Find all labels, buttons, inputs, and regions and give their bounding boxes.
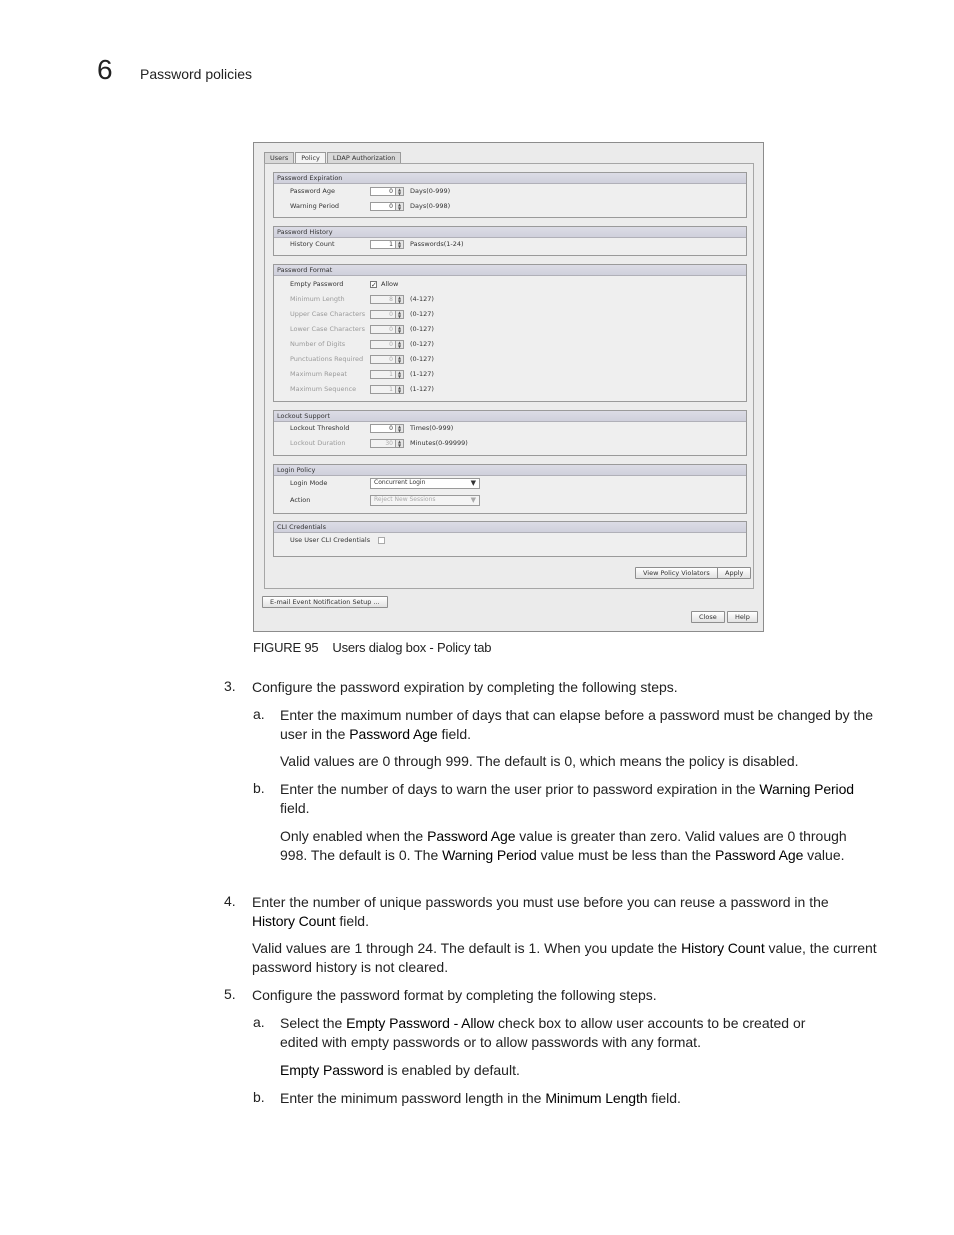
email-notification-setup-button[interactable]: E-mail Event Notification Setup ...: [262, 596, 388, 608]
lockout-threshold-spinner[interactable]: 0 ▲ ▼: [370, 424, 404, 433]
figure-number: FIGURE 95: [253, 640, 319, 655]
substep-text: Enter the number of days to warn the user prior to password expiration in the Warning Period field.: [280, 781, 854, 816]
range-hint: Minutes(0-99999): [410, 439, 468, 447]
history-count-spinner[interactable]: 1 ▲ ▼: [370, 240, 404, 249]
range-hint: (1-127): [410, 385, 434, 393]
password-history-group: [273, 226, 747, 256]
format-row: [290, 294, 434, 304]
password-age-spinner[interactable]: 0 ▲ ▼: [370, 187, 404, 196]
field-label: Action: [290, 496, 311, 504]
chevron-down-icon: ▼: [470, 479, 476, 487]
note-text: Empty Password is enabled by default.: [280, 1062, 520, 1078]
format-row: [290, 384, 434, 394]
group-title: Password Format: [274, 265, 746, 276]
use-cli-credentials-checkbox[interactable]: [378, 537, 385, 544]
field-label: Lockout Duration: [290, 439, 346, 447]
help-button[interactable]: Help: [727, 611, 758, 623]
lockout-duration-spinner[interactable]: 30 ▲ ▼: [370, 439, 404, 448]
format-row: [290, 309, 434, 319]
lockout-duration-row: [290, 438, 468, 448]
substep-text: Select the Empty Password - Allow check box to allow user accounts to be created or edited with empty passwords or to allow passwords with any format.: [280, 1015, 806, 1050]
cli-credentials-group: [273, 521, 747, 557]
field-label: Maximum Sequence: [290, 385, 357, 393]
empty-password-allow-checkbox[interactable]: ✓: [371, 280, 377, 289]
field-label: Empty Password: [290, 280, 344, 288]
maximum-sequence-spinner[interactable]: 1 ▲ ▼: [370, 385, 404, 394]
users-dialog: [253, 142, 764, 632]
apply-button[interactable]: Apply: [717, 567, 751, 579]
login-mode-row: [290, 478, 480, 488]
field-label: Lockout Threshold: [290, 424, 350, 432]
field-label: Punctuations Required: [290, 355, 364, 363]
password-age-row: [290, 186, 450, 196]
format-row: [290, 339, 434, 349]
group-title: Password History: [274, 227, 746, 238]
close-button[interactable]: Close: [691, 611, 725, 623]
empty-password-row: [290, 279, 398, 289]
range-hint: Days(0-999): [410, 187, 451, 195]
policy-panel: [264, 163, 754, 589]
field-label: Maximum Repeat: [290, 370, 347, 378]
step-number: 3.: [224, 678, 236, 694]
substep-letter: b.: [253, 1089, 265, 1105]
substep-letter: a.: [253, 706, 265, 722]
range-hint: (4-127): [410, 295, 434, 303]
maximum-repeat-spinner[interactable]: 1 ▲ ▼: [370, 370, 404, 379]
allow-label: Allow: [381, 280, 399, 288]
login-mode-select[interactable]: Concurrent Login ▼: [370, 478, 480, 489]
lower-case-spinner[interactable]: 0 ▲ ▼: [370, 325, 404, 334]
range-hint: Passwords(1-24): [410, 240, 464, 248]
minimum-length-spinner[interactable]: 8 ▲ ▼: [370, 295, 404, 304]
warning-period-spinner[interactable]: 0 ▲ ▼: [370, 202, 404, 211]
group-title: Password Expiration: [274, 173, 746, 184]
field-label: Password Age: [290, 187, 335, 195]
tab-users[interactable]: Users: [264, 152, 294, 163]
action-row: [290, 495, 480, 505]
substep-text: Enter the maximum number of days that can elapse before a password must be changed by the user in the Password Age field.: [280, 707, 873, 742]
substep-letter: b.: [253, 780, 265, 796]
substep-text: Enter the minimum password length in the Minimum Length field.: [280, 1090, 681, 1106]
field-label: Lower Case Characters: [290, 325, 365, 333]
chapter-number: 6: [97, 54, 113, 85]
figure-title: Users dialog box - Policy tab: [332, 640, 492, 655]
range-hint: (0-127): [410, 310, 434, 318]
chapter-title: Password policies: [140, 66, 253, 82]
range-hint: (1-127): [410, 370, 434, 378]
lockout-support-group: [273, 410, 747, 456]
field-label: Upper Case Characters: [290, 310, 366, 318]
tab-bar: [264, 152, 402, 163]
tab-ldap-authorization[interactable]: LDAP Authorization: [327, 152, 401, 163]
format-row: [290, 324, 434, 334]
format-row: [290, 369, 434, 379]
range-hint: Days(0-998): [410, 202, 451, 210]
lockout-threshold-row: [290, 423, 453, 433]
note-text: Valid values are 1 through 24. The default is 1. When you update the History Count value, the current password history is not cleared.: [252, 940, 877, 975]
field-label: Login Mode: [290, 479, 328, 487]
range-hint: (0-127): [410, 325, 434, 333]
step-number: 4.: [224, 893, 236, 909]
action-select[interactable]: Reject New Sessions ▼: [370, 495, 480, 506]
step-text: Configure the password expiration by completing the following steps.: [252, 679, 678, 695]
range-hint: (0-127): [410, 340, 434, 348]
tab-policy[interactable]: Policy: [295, 152, 326, 164]
field-label: Minimum Length: [290, 295, 345, 303]
step-number: 5.: [224, 986, 236, 1002]
password-format-group: [273, 264, 747, 402]
range-hint: Times(0-999): [410, 424, 454, 432]
login-policy-group: [273, 464, 747, 514]
figure-caption: [253, 640, 491, 655]
substep-letter: a.: [253, 1014, 265, 1030]
group-title: Lockout Support: [274, 411, 746, 422]
view-policy-violators-button[interactable]: View Policy Violators: [635, 567, 718, 579]
digits-spinner[interactable]: 0 ▲ ▼: [370, 340, 404, 349]
format-row: [290, 354, 434, 364]
warning-period-row: [290, 201, 450, 211]
field-label: History Count: [290, 240, 335, 248]
field-label: Use User CLI Credentials: [290, 536, 371, 544]
note-text: Only enabled when the Password Age value is greater than zero. Valid values are 0 through 998. The default is 0. The Warning Period value must be less than the Password Age value.: [280, 828, 847, 863]
field-label: Warning Period: [290, 202, 340, 210]
note-text: Valid values are 0 through 999. The default is 0, which means the policy is disabled.: [280, 753, 799, 769]
chevron-down-icon: ▼: [470, 496, 476, 504]
cli-credentials-row: [290, 535, 389, 545]
group-title: CLI Credentials: [274, 522, 746, 533]
password-expiration-group: [273, 172, 747, 218]
field-label: Number of Digits: [290, 340, 346, 348]
step-text: Enter the number of unique passwords you must use before you can reuse a password in the History Count field.: [252, 894, 829, 929]
group-title: Login Policy: [274, 465, 746, 476]
step-text: Configure the password format by completing the following steps.: [252, 987, 657, 1003]
upper-case-spinner[interactable]: 0 ▲ ▼: [370, 310, 404, 319]
punctuations-spinner[interactable]: 0 ▲ ▼: [370, 355, 404, 364]
range-hint: (0-127): [410, 355, 434, 363]
history-count-row: [290, 239, 464, 249]
